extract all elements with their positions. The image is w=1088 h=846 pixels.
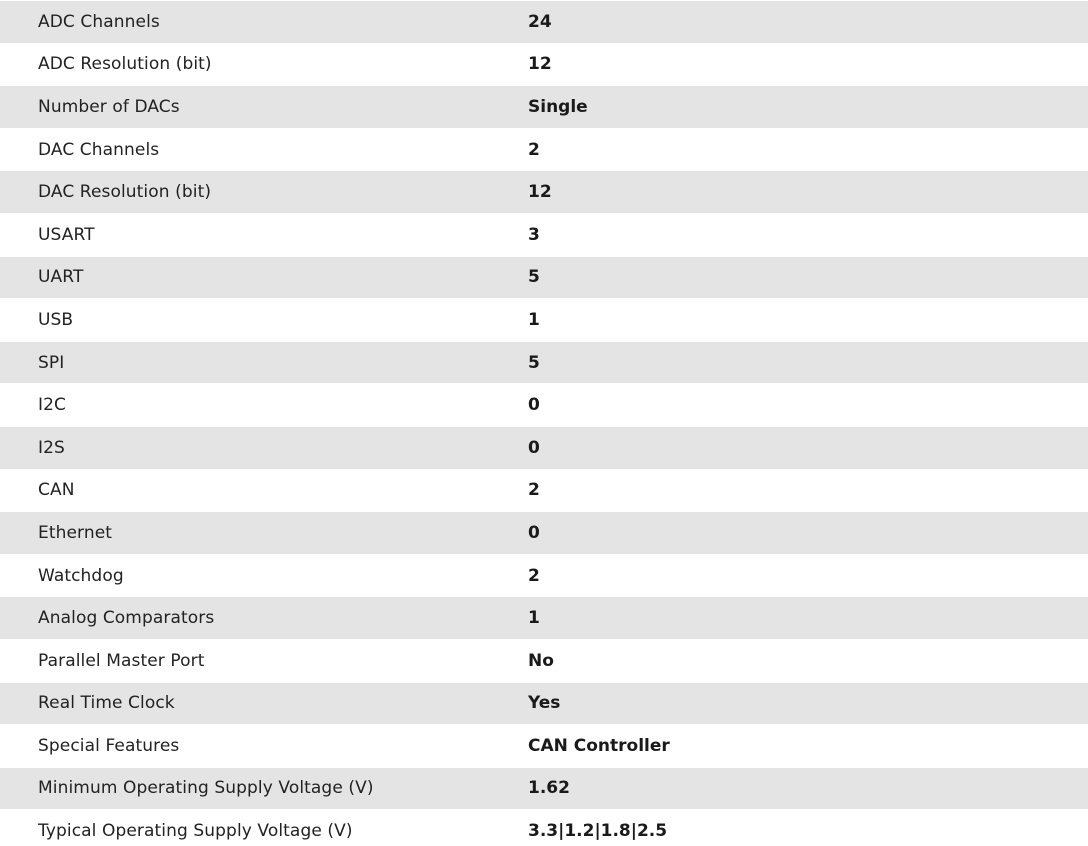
spec-label: USART [38,224,95,245]
table-row [0,383,1088,426]
spec-label: UART [38,267,84,288]
spec-value: Single [528,96,588,117]
spec-value: 0 [528,522,540,543]
table-row [0,426,1088,469]
spec-label: Watchdog [38,565,124,586]
spec-label: ADC Resolution (bit) [38,54,212,75]
spec-value: 24 [528,11,552,32]
spec-value: 3 [528,224,540,245]
spec-value: 1 [528,608,540,629]
spec-value: 5 [528,352,540,373]
table-row [0,85,1088,128]
spec-label: Real Time Clock [38,693,175,714]
table-row [0,128,1088,171]
spec-value: Yes [528,693,561,714]
spec-value: CAN Controller [528,735,670,756]
spec-value: 12 [528,182,552,203]
table-row [0,469,1088,512]
spec-value: 0 [528,437,540,458]
spec-label: Typical Operating Supply Voltage (V) [38,821,353,842]
spec-label: SPI [38,352,65,373]
spec-value: 0 [528,395,540,416]
spec-label: ADC Channels [38,11,160,32]
table-row [0,554,1088,597]
table-row [0,596,1088,639]
spec-value: No [528,650,554,671]
spec-label: CAN [38,480,75,501]
table-row [0,511,1088,554]
table-row [0,298,1088,341]
table-row [0,43,1088,86]
spec-label: Analog Comparators [38,608,215,629]
spec-value: 5 [528,267,540,288]
spec-label: Ethernet [38,522,113,543]
spec-label: USB [38,309,74,330]
table-row [0,639,1088,682]
table-row [0,256,1088,299]
table-row [0,213,1088,256]
spec-label: Special Features [38,735,180,756]
spec-value: 1.62 [528,778,570,799]
spec-label: Number of DACs [38,96,180,117]
spec-label: I2S [38,437,65,458]
spec-value: 2 [528,565,540,586]
table-row [0,0,1088,43]
table-row [0,767,1088,810]
spec-value: 2 [528,139,540,160]
spec-label: Parallel Master Port [38,650,205,671]
spec-label: DAC Channels [38,139,160,160]
spec-label: DAC Resolution (bit) [38,182,212,203]
table-row [0,682,1088,725]
spec-value: 12 [528,54,552,75]
table-row [0,724,1088,767]
spec-value: 3.3|1.2|1.8|2.5 [528,821,668,842]
spec-label: Minimum Operating Supply Voltage (V) [38,778,374,799]
spec-value: 1 [528,309,540,330]
table-row [0,341,1088,384]
table-row [0,170,1088,213]
spec-value: 2 [528,480,540,501]
table-row [0,809,1088,846]
spec-label: I2C [38,395,66,416]
